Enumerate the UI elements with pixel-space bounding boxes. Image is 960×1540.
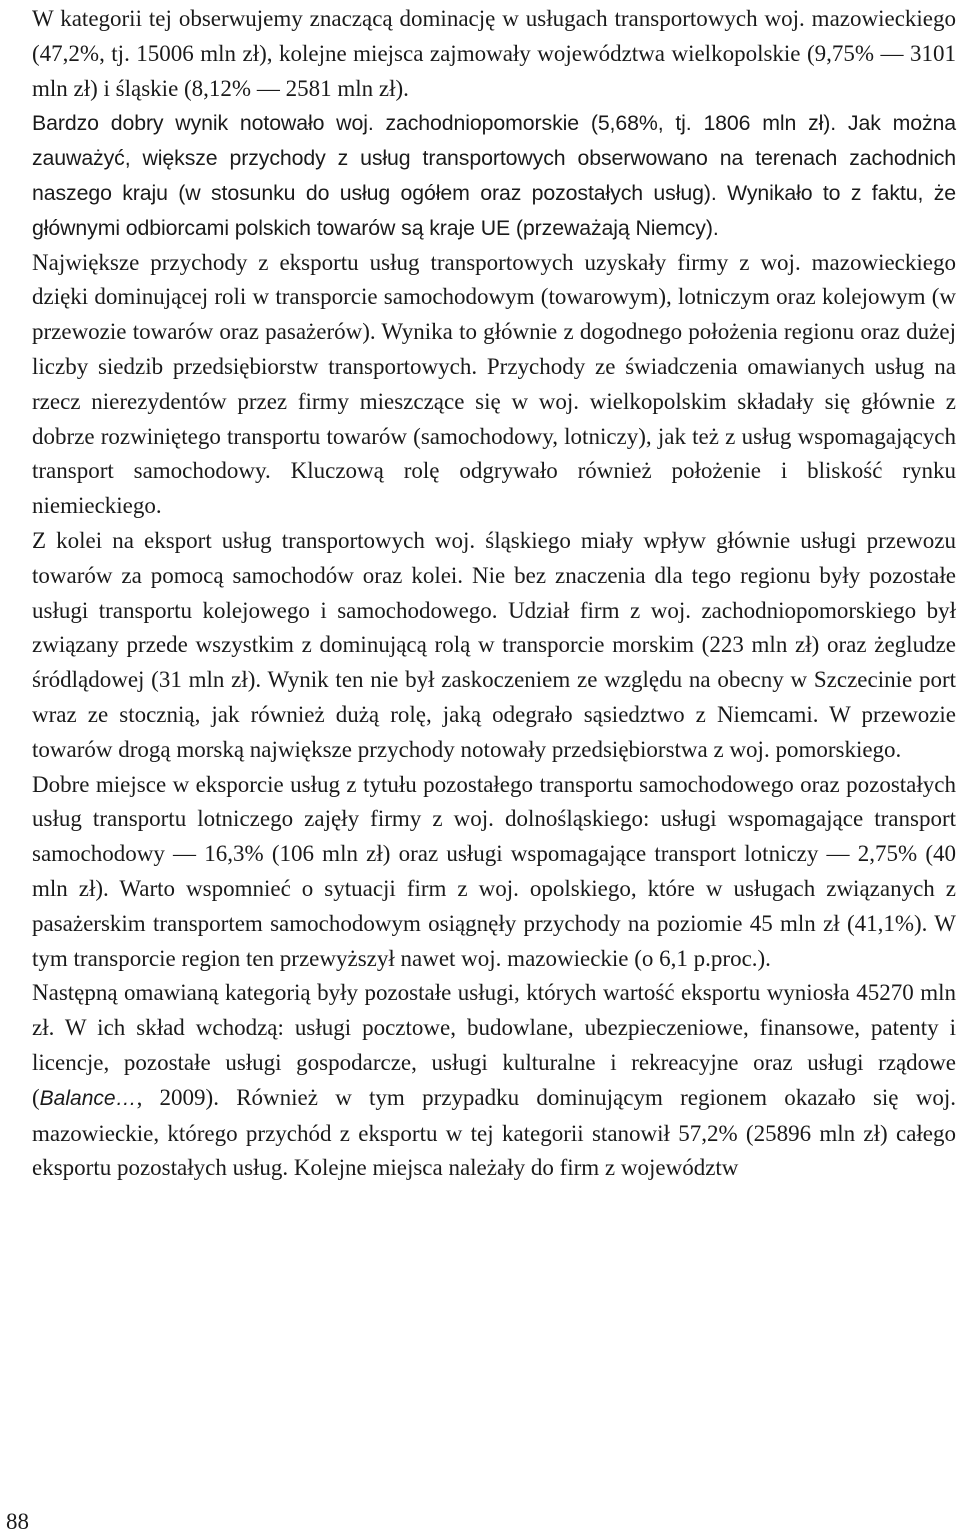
paragraph-transport-dominance: W kategorii tej obserwujemy znaczącą dominację w usługach transportowych woj. mazowieckiego (47,2%, tj. 15006 mln zł), kolejne miejsca zajmowały województwa wielkopolskie (9,75% — 3101 mln zł) i śląskie (8,12% — 2581 mln zł). (32, 6, 956, 101)
citation-balance: Balance… (39, 1086, 137, 1110)
paragraph-mazowieckie-revenue: Największe przychody z eksportu usług transportowych uzyskały firmy z woj. mazowieckiego dzięki dominującej roli w transporcie samochodowym (towarowym), lotniczym oraz kolejowym (w przewozie towarów oraz pasażerów). Wynika to głównie z dogodnego położenia regionu oraz dużej liczby siedzib przedsiębiorstw transportowych. Przychody ze świadczenia omawianych usług na rzecz nierezydentów przez firmy mieszczące się w woj. wielkopolskim składały się głównie z dobrze rozwiniętego transportu towarów (samochodowy, lotniczy), jak też z usług wspomagających transport samochodowy. Kluczową rolę odgrywało również położenie i bliskość rynku niemieckiego. (32, 249, 956, 519)
paragraph-zachodniopomorskie: Bardzo dobry wynik notowało woj. zachodniopomorskie (5,68%, tj. 1806 mln zł). Jak można zauważyć, większe przychody z usług transportowych obserwowano na terenach zachodnich naszego kraju (w stosunku do usług ogółem oraz pozostałych usług). Wynikało to z faktu, że głównymi odbiorcami polskich towarów są kraje UE (przeważają Niemcy). (32, 111, 956, 240)
page-number: 88 (6, 1509, 29, 1534)
paragraph-slaskie-export: Z kolei na eksport usług transportowych woj. śląskiego miały wpływ głównie usługi przewozu towarów za pomocą samochodów oraz kolei. Nie bez znaczenia dla tego regionu były pozostałe usługi transportu kolejowego i samochodowego. Udział firm z woj. zachodniopomorskiego był związany przede wszystkim z dominującą rolą w transporcie morskim (223 mln zł) oraz żegludze śródlądowej (31 mln zł). Wynik ten nie był zaskoczeniem ze względu na obecny w Szczecinie port wraz ze stocznią, jak również dużą rolę, jaką odegrało sąsiedztwo z Niemcami. W przewozie towarów drogą morską największe przychody notowały przedsiębiorstwa z woj. pomorskiego. (32, 527, 956, 762)
paragraph-other-services (32, 976, 956, 1186)
paragraph-dolnoslaskie: Dobre miejsce w eksporcie usług z tytułu pozostałego transportu samochodowego oraz pozostałych usług transportu lotniczego zajęły firmy z woj. dolnośląskiego: usługi wspomagające transport samochodowy — 16,3% (106 mln zł) oraz usługi wspomagające transport lotniczy — 2,75% (40 mln zł). Warto wspomnieć o sytuacji firm z woj. opolskiego, które w usługach związanych z pasażerskim transportem samochodowym osiągnęły przychody na poziomie 45 mln zł (41,1%). W tym transporcie region ten przewyższył nawet woj. mazowieckie (o 6,1 p.proc.). (32, 771, 956, 971)
paragraph-other-services-text-b: , 2009). Również w tym przypadku dominującym regionem okazało się woj. mazowieckie, którego przychód z eksportu w tej kategorii stanowił 57,2% (25896 mln zł) całego eksportu pozostałych usług. Kolejne miejsca należały do firm z województw (32, 1084, 956, 1181)
page-body (32, 2, 956, 1186)
paragraph-other-services-text-a: Następną omawianą kategorią były pozostałe usługi, których wartość eksportu wyniosła 45270 mln zł. W ich skład wchodzą: usługi pocztowe, budowlane, ubezpieczeniowe, finansowe, patenty i licencje, pozostałe usługi gospodarcze, usługi kulturalne i rekreacyjne oraz usługi rządowe ( (32, 980, 956, 1110)
